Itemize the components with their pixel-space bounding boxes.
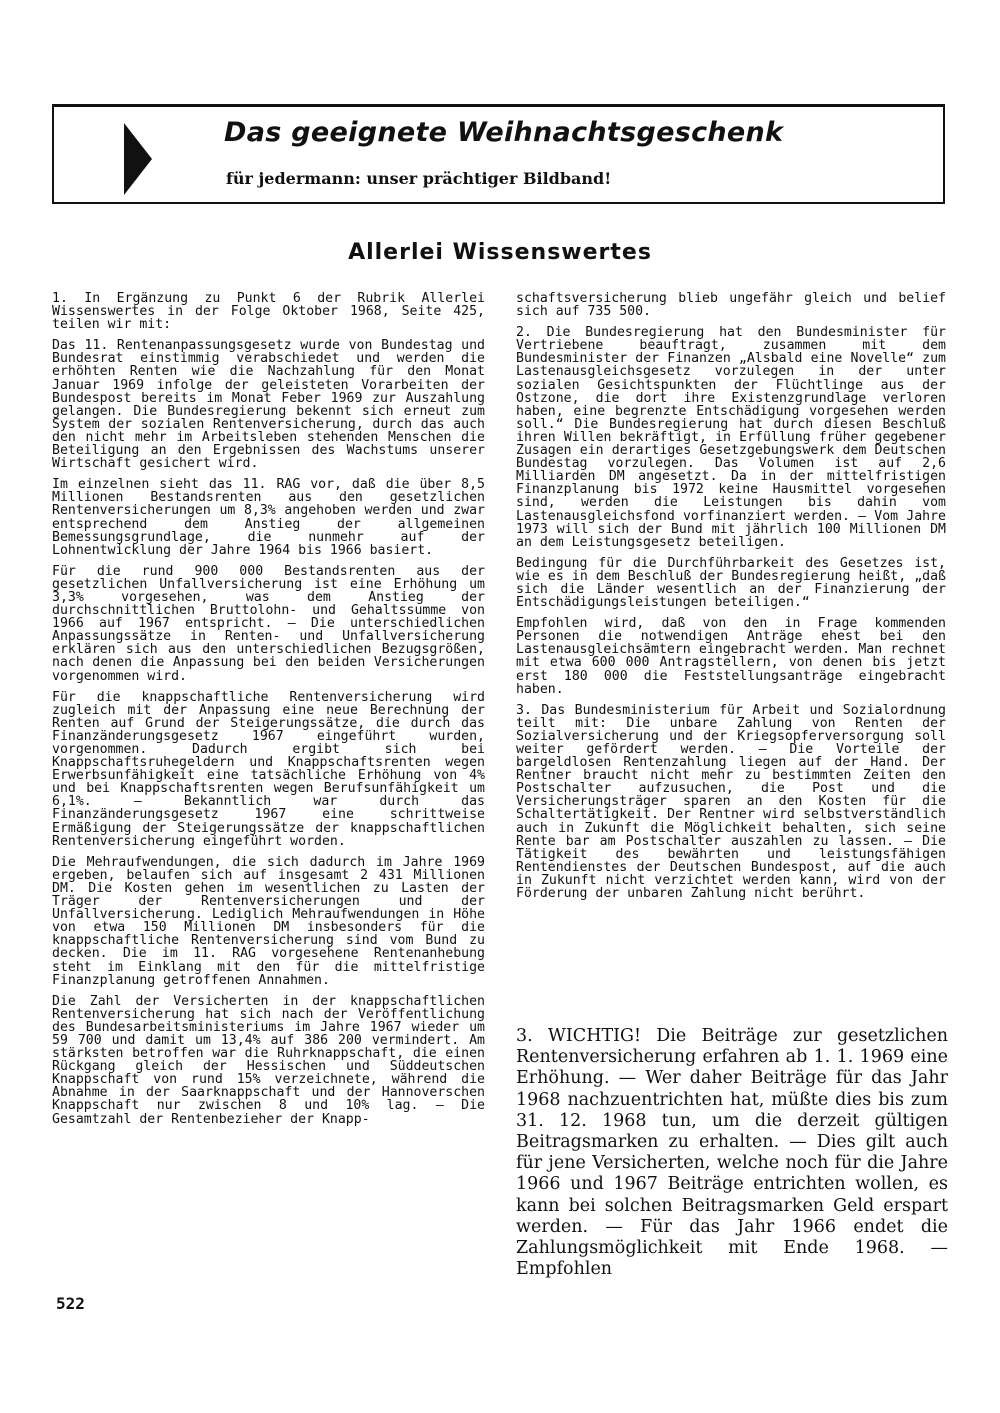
- paragraph: 3. Das Bundesministerium für Arbeit und Sozialordnung teilt mit: Die unbare Zahlung von Renten der Sozialversicherung und der Kriegsopferversorgung soll weiter gefördert werden. — Die Vorteile der bargeldlosen Rentenzahlung liegen auf der Hand. Der Rentner braucht nicht mehr zu bestimmten Zeiten den Postschalter aufzusuchen, die Post und die Versicherungsträger sparen an den Kosten für die Schaltertätigkeit. Der Rentner wird selbstverständlich auch in Zukunft die Möglichkeit behalten, sich seine Rente bar am Postschalter auszahlen zu lassen. — Die Tätigkeit des bewährten und leistungsfähigen Rentendienstes der Deutschen Bundespost, auf die auch in Zukunft nicht verzichtet werden kann, wird von der Förderung der unbaren Zahlung nicht berührt.: [516, 702, 946, 902]
- triangle-right-icon: [124, 123, 152, 195]
- paragraph: Die Zahl der Versicherten in der knappschaftlichen Rentenversicherung hat sich nach der Veröffentlichung des Bundesarbeitsministeriums im Jahre 1967 wieder um 59 700 und damit um 13,4% auf 386 200 vermindert. Am stärksten betroffen war die Ruhrknappschaft, die einen Rückgang gleich der Hessischen und Süddeutschen Knappschaft von rund 15% verzeichnete, während die Abnahme in der Saarknappschaft und der Hannoverschen Knappschaft nur zwischen 8 und 10% lag. — Die Gesamtzahl der Rentenbezieher der Knapp-: [52, 993, 485, 1127]
- paragraph: Bedingung für die Durchführbarkeit des Gesetzes ist, wie es in dem Beschluß der Bundesregierung heißt, „daß sich die Länder wesentlich an der Finanzierung der Entschädigungsleistungen beteiligen.“: [516, 555, 946, 611]
- paragraph: Im einzelnen sieht das 11. RAG vor, daß die über 8,5 Millionen Bestandsrenten aus den gesetzlichen Rentenversicherungen um 8,3% angehoben werden und zwar entsprechend dem Anstieg der allgemeinen Bemessungsgrundlage, die nunmehr auf der Lohnentwicklung der Jahre 1964 bis 1966 basiert.: [52, 477, 485, 558]
- paragraph: Das 11. Rentenanpassungsgesetz wurde von Bundestag und Bundesrat einstimmig verabschiedet und werden die erhöhten Renten wie die Nachzahlung für den Monat Januar 1969 infolge der geleisteten Vorarbeiten der Bundespost bereits im Monat Feber 1969 zur Auszahlung gelangen. Die Bundesregierung bekennt sich erneut zum System der sozialen Rentenversicherung, durch das auch den nicht mehr im Arbeitsleben stehenden Menschen die Beteiligung an den Ergebnissen des Wachstums unserer Wirtschaft gesichert wird.: [52, 338, 485, 472]
- left-column: [52, 292, 485, 1134]
- paragraph: Empfohlen wird, daß von den in Frage kommenden Personen die notwendigen Anträge ehest bei den Lastenausgleichsämtern eingebracht werden. Man rechnet mit etwa 600 000 Antragstellern, von denen bis jetzt erst 180 000 die Feststellungsanträge eingebracht haben.: [516, 616, 946, 697]
- paragraph: Für die rund 900 000 Bestandsrenten aus der gesetzlichen Unfallversicherung ist eine Erhöhung um 3,3% vorgesehen, was dem Anstieg der durchschnittlichen Bruttolohn- und Gehaltssumme von 1966 auf 1967 entspricht. — Die unterschiedlichen Anpassungssätze in Renten- und Unfallversicherung erklären sich aus den unterschiedlichen Bezugsgrößen, nach denen die Anpassung bei den beiden Versicherungen vorgenommen wird.: [52, 563, 485, 684]
- paragraph: 1. In Ergänzung zu Punkt 6 der Rubrik Allerlei Wissenswertes in der Folge Oktober 1968, Seite 425, teilen wir mit:: [52, 291, 485, 333]
- page-number: 522: [56, 1294, 85, 1313]
- paragraph: 2. Die Bundesregierung hat den Bundesminister für Vertriebene beauftragt, zusammen mit dem Bundesminister der Finanzen „Alsbald eine Novelle“ zum Lastenausgleichsgesetz vorzulegen in der unter sozialen Gesichtspunkten der Flüchtlinge aus der Ostzone, die dort ihre Existenzgrundlage verloren haben, eine begrenzte Entschädigung vorgesehen werden soll.“ Die Bundesregierung hat durch diesen Beschluß ihren Willen bekräftigt, in Erfüllung früher gegebener Zusagen ein derartiges Gesetzgebungswerk dem Deutschen Bundestag vorzulegen. Das Volumen ist auf 2,6 Milliarden DM angesetzt. Da in der mittelfristigen Finanzplanung bis 1972 keine Hausmittel vorgesehen sind, werden die Leistungen bis dahin vom Lastenausgleichsfond vorfinanziert werden. — Vom Jahre 1973 will sich der Bund mit jährlich 100 Millionen DM an dem Leistungsgesetz beteiligen.: [516, 325, 946, 550]
- section-title: Allerlei Wissenswertes: [348, 240, 652, 265]
- advertisement-box: [52, 104, 945, 204]
- right-column: [516, 292, 946, 908]
- paragraph: Für die knappschaftliche Rentenversicherung wird zugleich mit der Anpassung eine neue Berechnung der Renten auf Grund der Steigerungssätze, die durch das Finanzänderungsgesetz 1967 eingeführt wurden, vorgenommen. Dadurch ergibt sich bei Knappschaftsruhegeldern und Knappschaftsrenten wegen Erwerbsunfähigkeit eine tatsächliche Erhöhung von 4% und bei Knappschaftsrenten wegen Berufsunfähigkeit um 6,1%. — Bekanntlich war durch das Finanzänderungsgesetz 1967 eine schrittweise Ermäßigung der Steigerungssätze der knappschaftlichen Rentenversicherung eingeführt worden.: [52, 689, 485, 849]
- important-notice: 3. WICHTIG! Die Beiträge zur gesetzlichen Rentenversicherung erfahren ab 1. 1. 1969 eine Erhöhung. — Wer daher Beiträge für das Jahr 1968 nachzuentrichten hat, müßte dies bis zum 31. 12. 1968 tun, um die derzeit gültigen Beitragsmarken zu erhalten. — Dies gilt auch für jene Versicherten, welche noch für die Jahre 1966 und 1967 Beiträge entrichten wollen, es kann bei solchen Beitragsmarken Geld erspart werden. — Für das Jahr 1966 endet die Zahlungsmöglichkeit mit Ende 1968. — Empfohlen: [516, 1026, 948, 1280]
- paragraph: Die Mehraufwendungen, die sich dadurch im Jahre 1969 ergeben, belaufen sich auf insgesamt 2 431 Millionen DM. Die Kosten gehen im wesentlichen zu Lasten der Träger der Rentenversicherungen und der Unfallversicherung. Lediglich Mehraufwendungen in Höhe von etwa 150 Millionen DM insbesonders für die knappschaftliche Rentenversicherung sind vom Bund zu decken. Die im 11. RAG vorgesehene Rentenanhebung steht im Einklang mit den für die mittelfristige Finanzplanung getroffenen Annahmen.: [52, 854, 485, 988]
- paragraph: schaftsversicherung blieb ungefähr gleich und belief sich auf 735 500.: [516, 291, 946, 320]
- ad-title: Das geeignete Weihnachtsgeschenk: [224, 117, 784, 148]
- ad-subtitle: für jedermann: unser prächtiger Bildband!: [226, 169, 612, 188]
